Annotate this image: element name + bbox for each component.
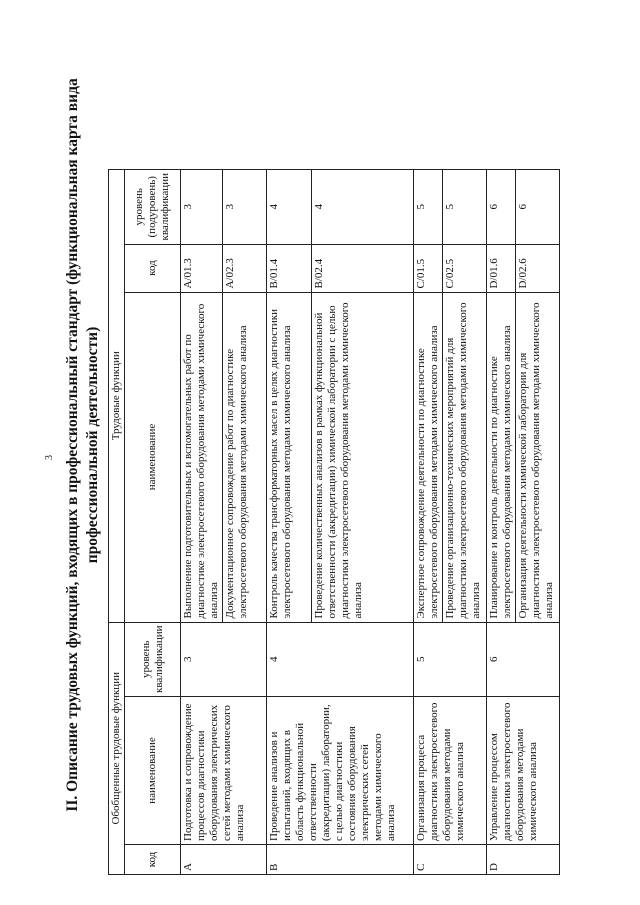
section-title-line1: II. Описание трудовых функций, входящих в профессиональный стандарт (функциональная карта вида	[64, 78, 81, 812]
functional-map-table	[108, 169, 560, 875]
function-level: 3	[223, 170, 267, 244]
function-level: 3	[181, 170, 223, 244]
function-name: Проведение количественных анализов в рамках функциональной ответственности (аккредитации) химической лаборатории с целью диагностики электросетевого оборудования методами химического анализа	[312, 292, 414, 622]
function-level: 5	[414, 170, 443, 244]
function-code: D/01.6	[487, 244, 516, 292]
group-name: Проведение анализов и испытаний, входящих в область функциональной ответственности (аккредитации) лаборатории, с целью диагностики состояния оборудования электрических сетей методами химического анализа	[267, 697, 414, 845]
function-name: Выполнение подготовительных и вспомогательных работ по диагностике электросетевого оборудования методами химического анализа	[181, 292, 223, 622]
group-name: Подготовка и сопровождение процессов диагностики оборудования электрических сетей методами химического анализа	[181, 697, 267, 845]
function-level: 4	[267, 170, 312, 244]
group-code: D	[487, 845, 560, 875]
group-level: 6	[487, 622, 560, 696]
header-code: код	[125, 845, 181, 875]
group-code: C	[414, 845, 487, 875]
function-level: 6	[516, 170, 560, 244]
function-name: Организация деятельности химической лаборатории для диагностики электросетевого оборудования методами химического анализа	[516, 292, 560, 622]
group-level: 4	[267, 622, 414, 696]
header-level: уровень квалификации	[125, 622, 181, 696]
group-level: 5	[414, 622, 487, 696]
group-name: Организация процесса диагностики электросетевого оборудования методами химического анализа	[414, 697, 487, 845]
function-code: B/02.4	[312, 244, 414, 292]
group-name: Управление процессом диагностики электросетевого оборудования методами химического анализа	[487, 697, 560, 845]
function-code: A/01.3	[181, 244, 223, 292]
group-level: 3	[181, 622, 267, 696]
function-code: D/02.6	[516, 244, 560, 292]
function-name: Контроль качества трансформаторных масел в целях диагностики электросетевого оборудования методами химического анализа	[267, 292, 312, 622]
function-code: A/02.3	[223, 244, 267, 292]
header-code: код	[125, 244, 181, 292]
function-code: C/02.5	[443, 244, 487, 292]
function-code: B/01.4	[267, 244, 312, 292]
function-level: 4	[312, 170, 414, 244]
header-generalized: Обобщенные трудовые функции	[109, 622, 125, 874]
function-level: 5	[443, 170, 487, 244]
function-level: 6	[487, 170, 516, 244]
function-name: Документационное сопровождение работ по диагностике электросетевого оборудования методами химического анализа	[223, 292, 267, 622]
function-name: Проведение организационно-технических мероприятий для диагностики электросетевого оборудования методами химического анализа	[443, 292, 487, 622]
group-code: B	[267, 845, 414, 875]
function-code: C/01.5	[414, 244, 443, 292]
function-name: Экспертное сопровождение деятельности по диагностике электросетевого оборудования методами химического анализа	[414, 292, 443, 622]
function-name: Планирование и контроль деятельности по диагностике электросетевого оборудования методами химического анализа	[487, 292, 516, 622]
header-sublevel: уровень (подуровень) квалификации	[125, 170, 181, 244]
section-title-line2: профессиональной деятельности)	[84, 326, 101, 564]
group-code: A	[181, 845, 267, 875]
header-name: наименование	[125, 697, 181, 845]
header-labor-functions: Трудовые функции	[109, 170, 125, 622]
page-number: 3	[44, 455, 55, 460]
header-name: наименование	[125, 292, 181, 622]
